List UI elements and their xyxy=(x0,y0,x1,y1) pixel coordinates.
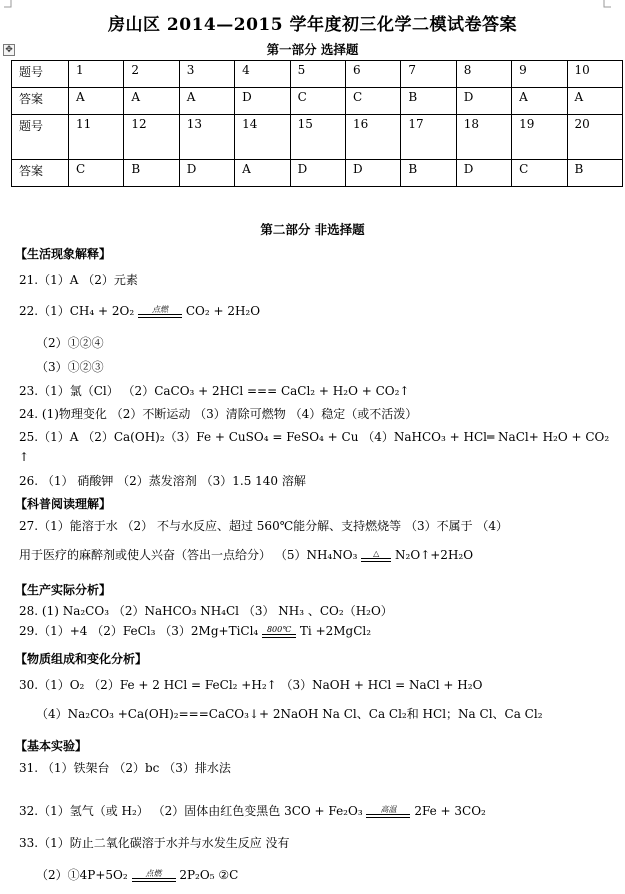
reaction-condition: △ xyxy=(373,549,380,558)
answer-29-right: Ti +2MgCl₂ xyxy=(299,624,372,638)
page-title: 房山区 2014—2015 学年度初三化学二模试卷答案 xyxy=(108,15,517,35)
table-cell: 6 xyxy=(345,61,400,88)
table-cell: B xyxy=(401,160,456,187)
answer-33: 33.（1）防止二氧化碳溶于水并与水发生反应 没有 xyxy=(19,836,290,850)
table-row xyxy=(12,115,623,160)
table-cell: 20 xyxy=(567,115,622,160)
table-cell: C xyxy=(69,160,124,187)
answer-29 xyxy=(19,622,371,639)
table-cell: 4 xyxy=(235,61,290,88)
table-cell: A xyxy=(512,88,567,115)
table-row xyxy=(12,160,623,187)
table-cell: D xyxy=(456,88,511,115)
table-cell: D xyxy=(235,88,290,115)
table-cell: A xyxy=(69,88,124,115)
answer-32-right: 2Fe + 3CO₂ xyxy=(414,804,486,818)
reaction-arrow xyxy=(132,869,176,882)
answer-27-cont-right: N₂O↑+2H₂O xyxy=(395,548,474,562)
answer-22-1 xyxy=(19,302,260,319)
table-cell: 1 xyxy=(69,61,124,88)
table-cell: D xyxy=(456,160,511,187)
answer-30-4: （4）Na₂CO₃ +Ca(OH)₂===CaCO₃↓+ 2NaOH Na Cl、Ca Cl₂和 HCl；Na Cl、Ca Cl₂ xyxy=(36,707,543,721)
table-cell: 12 xyxy=(124,115,179,160)
section-production: 【生产实际分析】 xyxy=(15,583,112,597)
answer-22-1-right: CO₂ + 2H₂O xyxy=(185,304,261,318)
table-cell: B xyxy=(124,160,179,187)
table-row xyxy=(12,88,623,115)
table-cell: 14 xyxy=(235,115,290,160)
answer-23: 23.（1）氯（Cl） （2）CaCO₃ + 2HCl === CaCl₂ + H₂O + CO₂↑ xyxy=(19,384,410,398)
reaction-arrow xyxy=(361,549,391,562)
table-cell: 17 xyxy=(401,115,456,160)
answer-21: 21.（1）A （2）元素 xyxy=(19,273,138,287)
reaction-condition: 点燃 xyxy=(145,869,162,878)
table-cell: 8 xyxy=(456,61,511,88)
table-row-header: 题号 xyxy=(12,61,69,88)
answer-31: 31. （1）铁架台 （2）bc （3）排水法 xyxy=(19,761,231,775)
answer-27-cont-left: 用于医疗的麻醉剂或使人兴奋（答出一点给分） （5）NH₄NO₃ xyxy=(19,548,358,562)
answer-29-left: 29.（1）+4 （2）FeCl₃ （3）2Mg+TiCl₄ xyxy=(19,624,259,638)
table-cell: 13 xyxy=(179,115,234,160)
answer-22-3: （3）①②③ xyxy=(36,360,104,374)
answer-25: 25.（1）A （2）Ca(OH)₂（3）Fe + CuSO₄ = FeSO₄ + Cu （4）NaHCO₃ + HCl═ NaCl+ H₂O + CO₂ xyxy=(19,430,610,444)
table-move-handle-icon[interactable]: ✥ xyxy=(3,44,15,56)
answer-table xyxy=(11,60,623,187)
answer-27-cont xyxy=(19,546,473,563)
reaction-arrow xyxy=(138,305,182,318)
reaction-condition: 高温 xyxy=(380,805,397,814)
reaction-condition: 800℃ xyxy=(266,625,292,634)
answer-22-2: （2）①②④ xyxy=(36,336,104,350)
table-row-header: 答案 xyxy=(12,160,69,187)
answer-32 xyxy=(19,802,486,819)
table-cell: 9 xyxy=(512,61,567,88)
page-corner-mark-right xyxy=(603,0,611,8)
table-cell: 18 xyxy=(456,115,511,160)
table-cell: 16 xyxy=(345,115,400,160)
table-cell: C xyxy=(345,88,400,115)
answer-33-2 xyxy=(36,866,238,883)
answer-32-left: 32.（1）氢气（或 H₂） （2）固体由红色变黑色 3CO + Fe₂O₃ xyxy=(19,804,363,818)
answer-27: 27.（1）能溶于水 （2） 不与水反应、超过 560℃能分解、支持燃烧等 （3）不属于 （4） xyxy=(19,519,509,533)
part1-title: 第一部分 选择题 xyxy=(266,42,359,57)
reaction-arrow xyxy=(366,805,410,818)
answer-22-1-left: 22.（1）CH₄ + 2O₂ xyxy=(19,304,135,318)
table-cell: C xyxy=(512,160,567,187)
table-cell: 2 xyxy=(124,61,179,88)
table-cell: B xyxy=(567,160,622,187)
table-cell: D xyxy=(290,160,345,187)
answer-26: 26. （1） 硝酸钾 （2）蒸发溶剂 （3）1.5 140 溶解 xyxy=(19,474,306,488)
table-cell: A xyxy=(124,88,179,115)
table-cell: D xyxy=(179,160,234,187)
table-cell: 10 xyxy=(567,61,622,88)
table-row-header: 答案 xyxy=(12,88,69,115)
table-cell: B xyxy=(401,88,456,115)
table-cell: D xyxy=(345,160,400,187)
part2-title: 第二部分 非选择题 xyxy=(260,222,365,237)
table-cell: 19 xyxy=(512,115,567,160)
table-cell: 7 xyxy=(401,61,456,88)
table-cell: 15 xyxy=(290,115,345,160)
answer-33-2-right: 2P₂O₅ ②C xyxy=(179,868,239,882)
reaction-condition: 点燃 xyxy=(151,305,168,314)
table-cell: C xyxy=(290,88,345,115)
section-reading: 【科普阅读理解】 xyxy=(15,497,112,511)
table-cell: A xyxy=(567,88,622,115)
page-corner-mark-left xyxy=(4,0,12,8)
answer-24: 24. (1)物理变化 （2）不断运动 （3）清除可燃物 （4）稳定（或不活泼） xyxy=(19,407,418,421)
table-row-header: 题号 xyxy=(12,115,69,160)
table-row xyxy=(12,61,623,88)
answer-30: 30.（1）O₂ （2）Fe + 2 HCl = FeCl₂ +H₂↑ （3）NaOH + HCl = NaCl + H₂O xyxy=(19,678,483,692)
reaction-arrow xyxy=(262,625,296,638)
answer-28: 28. (1) Na₂CO₃ （2）NaHCO₃ NH₄Cl （3） NH₃ 、CO₂（H₂O） xyxy=(19,604,393,618)
answer-33-2-left: （2）①4P+5O₂ xyxy=(36,868,128,882)
section-composition: 【物质组成和变化分析】 xyxy=(15,652,148,666)
table-cell: 5 xyxy=(290,61,345,88)
table-cell: 11 xyxy=(69,115,124,160)
section-life-phenomena: 【生活现象解释】 xyxy=(15,247,112,261)
table-cell: 3 xyxy=(179,61,234,88)
section-experiment: 【基本实验】 xyxy=(15,739,88,753)
table-cell: A xyxy=(179,88,234,115)
table-cell: A xyxy=(235,160,290,187)
answer-25-arrow: ↑ xyxy=(19,450,30,464)
